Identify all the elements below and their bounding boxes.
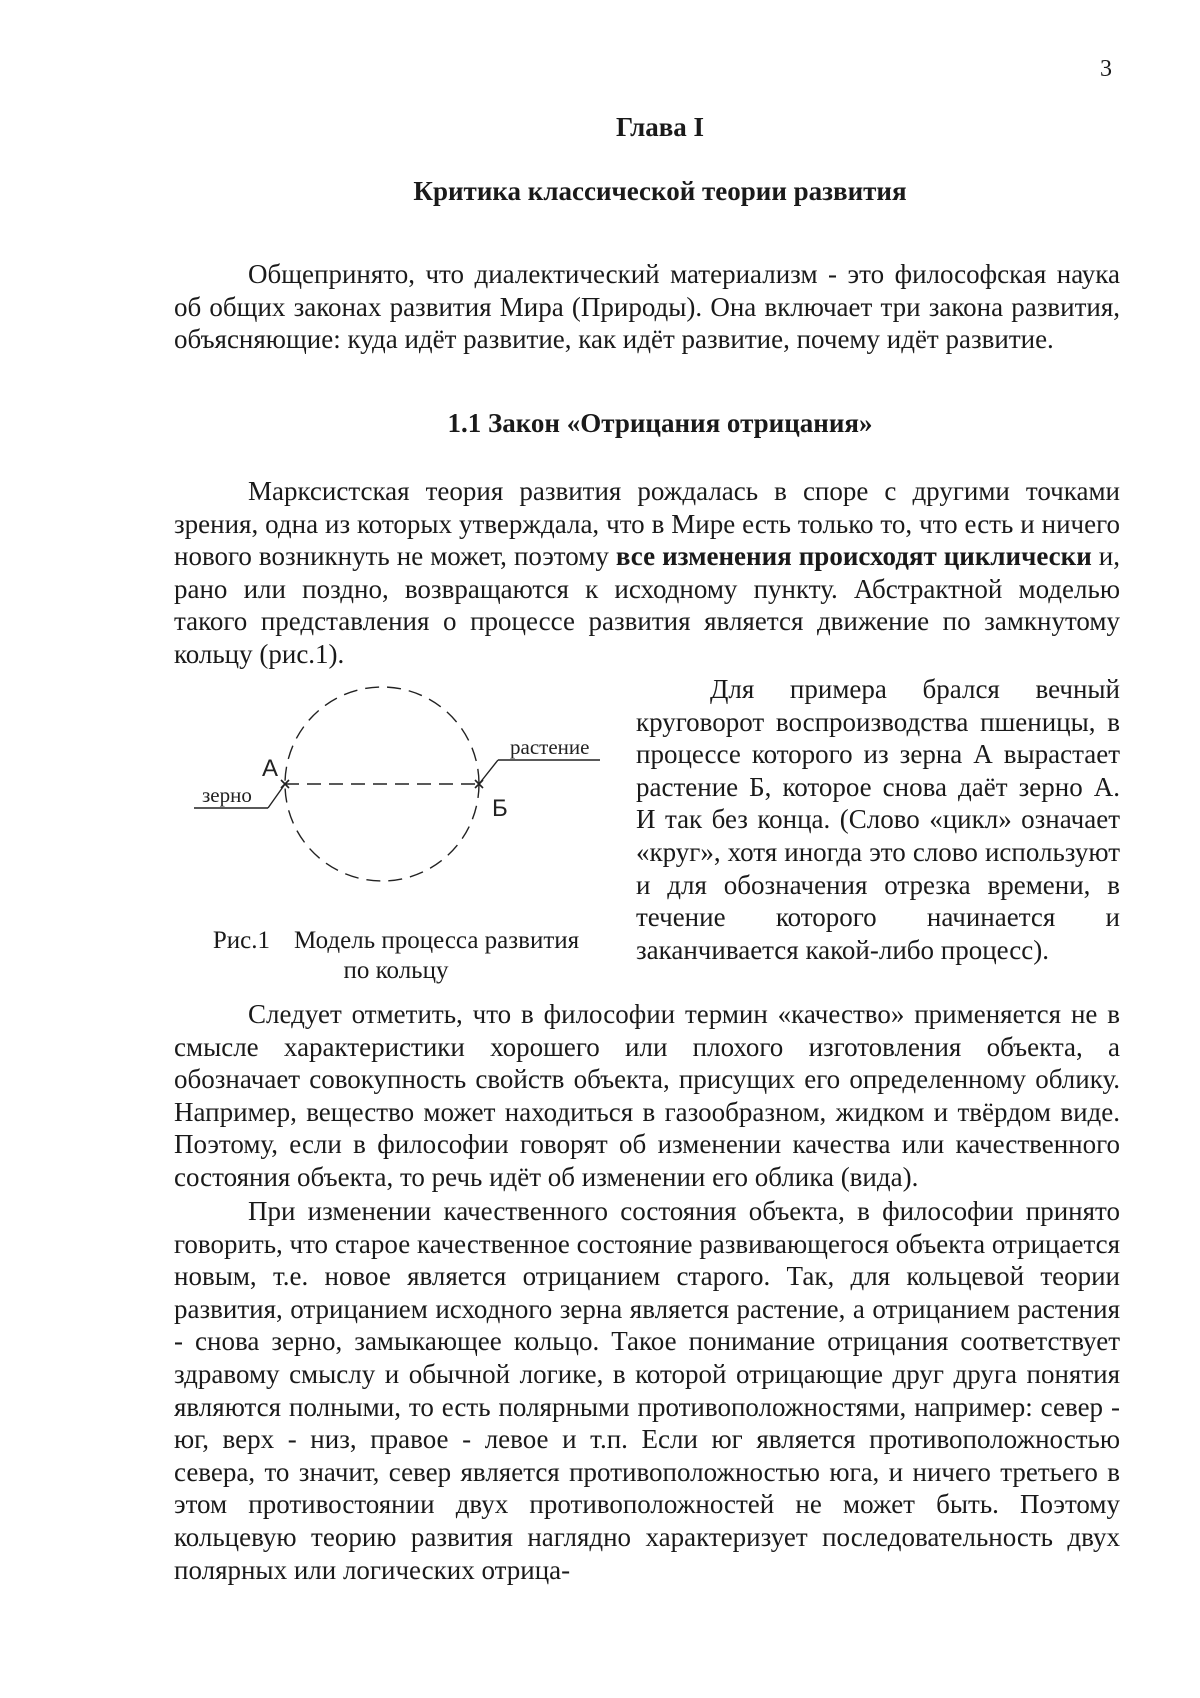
paragraph-theory [174,475,1120,671]
paragraph-theory-text-1: Марксистская теория развития рождалась в споре с другими точками зрения, одна из которых утверждала, что в Мире есть только то, что есть и ничего нового возникнуть не может, поэтому [174,476,1120,572]
figure-caption-line1: Модель процесса развития [294,927,580,954]
intro-paragraph: Общепринято, что диалектический материализм - это философская наука об общих законах развития Мира (Природы). Она включает три закона развития, объясняющие: куда идёт развитие, как идёт развитие, почему идёт развитие. [174,259,1120,355]
figure-caption [196,926,596,986]
figure-caption-line2: по кольцу [343,957,449,984]
figure-caption-number: Рис.1 [212,927,271,954]
paragraph-theory-bold: все изменения происходят циклически [615,541,1092,572]
label-a: А [262,755,279,782]
paragraph-theory-text-2: и, рано или поздно, возвращаются к исходному пункту. Абстрактной моделью такого представления о процессе развития является движение по замкнутому кольцу (рис.1). [174,541,1120,669]
paragraph-quality: Следует отметить, что в философии термин «качество» применяется не в смысле характеристики хорошего или плохого изготовления объекта, а обозначает совокупность свойств объекта, присущих его определенному облику. Например, вещество может находиться в газообразном, жидком и твёрдом виде. Поэтому, если в философии говорят об изменении качества или качественного состояния объекта, то речь идёт об изменении его облика (вида). [174,999,1120,1192]
side-paragraph: Для примера брался вечный круговорот воспроизводства пшеницы, в процессе которого из зерна А вырастает растение Б, которое снова даёт зерно А. И так без конца. (Слово «цикл» означает «круг», хотя иногда это слово используют и для обозначения отрезка времени, в течение которого начинается и заканчивается какой-либо процесс). [636,674,1120,965]
label-plant: растение [510,735,590,759]
label-b: Б [492,795,508,822]
chapter-heading: Глава I [615,112,705,142]
paragraph-negation: При изменении качественного состояния объекта, в философии принято говорить, что старое качественное состояние развивающегося объекта отрицается новым, т.е. новое является отрицанием старого. Так, для кольцевой теории развития, отрицанием исходного зерна является растение, а отрицанием растения - снова зерно, замыкающее кольцо. Такое понимание отрицания соответствует здравому смыслу и обычной логике, в которой отрицающие друг друга понятия являются полными, то есть полярными противоположностями, например: север - юг, верх - низ, правое - левое и т.п. Если юг является противоположностью севера, то значит, север является противоположностью юга, и ничего третьего в этом противостоянии двух противоположностей не может быть. Поэтому кольцевую теорию развития наглядно характеризует последовательность двух полярных или логических отрица- [174,1196,1120,1585]
page-number: 3 [1100,56,1112,82]
label-seed: зерно [202,783,252,807]
section-title: 1.1 Закон «Отрицания отрицания» [447,408,873,438]
chapter-title: Критика классической теории развития [413,176,907,206]
